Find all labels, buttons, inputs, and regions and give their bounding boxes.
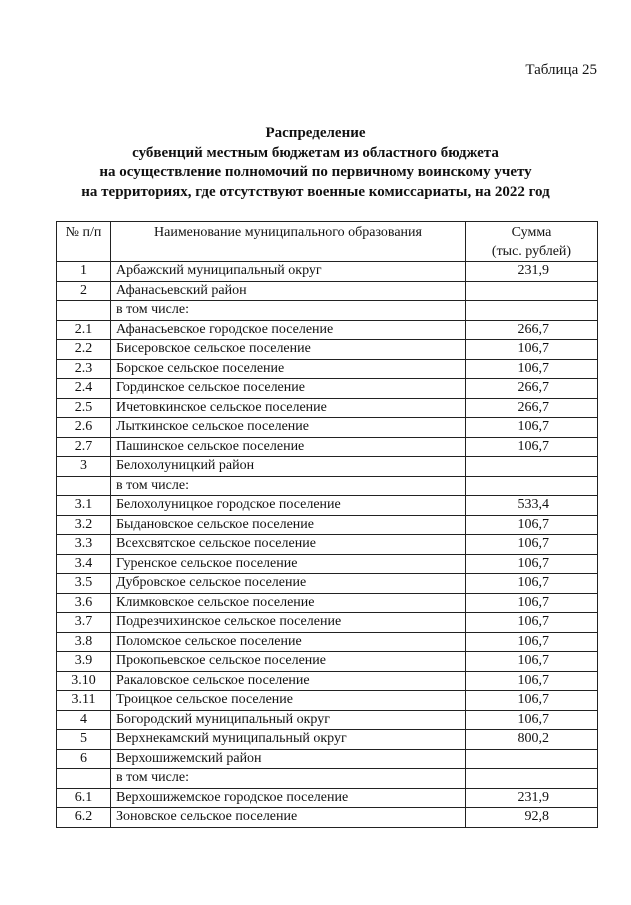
table-row — [57, 398, 598, 418]
header-sum-unit: (тыс. рублей) — [491, 244, 572, 259]
table-row — [57, 788, 598, 808]
row-amount: 106,7 — [466, 671, 598, 691]
row-number — [57, 476, 111, 496]
row-municipality: Всехсвятское сельское поселение — [111, 535, 466, 555]
table-row — [57, 554, 598, 574]
row-amount: 231,9 — [466, 262, 598, 282]
row-municipality: Бисеровское сельское поселение — [111, 340, 466, 360]
row-amount — [466, 457, 598, 477]
row-number: 3.10 — [57, 671, 111, 691]
row-municipality: Ичетовкинское сельское поселение — [111, 398, 466, 418]
row-amount — [466, 281, 598, 301]
row-amount: 106,7 — [466, 340, 598, 360]
row-number: 3.2 — [57, 515, 111, 535]
table-row — [57, 574, 598, 594]
document-title — [0, 124, 631, 202]
row-number: 3.3 — [57, 535, 111, 555]
row-municipality: Поломское сельское поселение — [111, 632, 466, 652]
table-row — [57, 496, 598, 516]
row-amount: 106,7 — [466, 652, 598, 672]
table-row — [57, 652, 598, 672]
table-row — [57, 301, 598, 321]
row-number: 2.5 — [57, 398, 111, 418]
row-amount: 106,7 — [466, 593, 598, 613]
row-number: 1 — [57, 262, 111, 282]
row-amount: 106,7 — [466, 574, 598, 594]
table-body — [57, 262, 598, 828]
row-municipality: Белохолуницкий район — [111, 457, 466, 477]
row-number: 2.6 — [57, 418, 111, 438]
header-sum-title: Сумма — [511, 225, 552, 240]
table-row — [57, 671, 598, 691]
row-municipality: Зоновское сельское поселение — [111, 808, 466, 828]
row-amount: 106,7 — [466, 632, 598, 652]
table-row — [57, 808, 598, 828]
row-number: 2 — [57, 281, 111, 301]
row-municipality: Лыткинское сельское поселение — [111, 418, 466, 438]
row-municipality: Климковское сельское поселение — [111, 593, 466, 613]
table-row — [57, 457, 598, 477]
row-municipality: Гуренское сельское поселение — [111, 554, 466, 574]
row-number: 3.4 — [57, 554, 111, 574]
table-row — [57, 437, 598, 457]
table-number-label: Таблица 25 — [525, 62, 597, 78]
table-row — [57, 262, 598, 282]
row-municipality: Ракаловское сельское поселение — [111, 671, 466, 691]
row-number — [57, 769, 111, 789]
row-amount: 106,7 — [466, 437, 598, 457]
row-municipality: Афанасьевское городское поселение — [111, 320, 466, 340]
row-municipality: Белохолуницкое городское поселение — [111, 496, 466, 516]
row-municipality: Гординское сельское поселение — [111, 379, 466, 399]
row-amount — [466, 769, 598, 789]
row-number: 2.2 — [57, 340, 111, 360]
row-amount: 106,7 — [466, 515, 598, 535]
title-line: на территориях, где отсутствуют военные комиссариаты, на 2022 год — [81, 183, 550, 200]
row-amount: 106,7 — [466, 710, 598, 730]
row-number — [57, 301, 111, 321]
row-amount: 266,7 — [466, 398, 598, 418]
table-row — [57, 710, 598, 730]
row-municipality: Троицкое сельское поселение — [111, 691, 466, 711]
row-amount: 800,2 — [466, 730, 598, 750]
title-line: Распределение — [265, 125, 366, 141]
row-amount — [466, 749, 598, 769]
header-sum — [466, 222, 598, 262]
table-row — [57, 535, 598, 555]
table-header-row — [57, 222, 598, 262]
row-municipality: в том числе: — [111, 769, 466, 789]
row-municipality: Быдановское сельское поселение — [111, 515, 466, 535]
row-municipality: Богородский муниципальный округ — [111, 710, 466, 730]
row-number: 5 — [57, 730, 111, 750]
table-row — [57, 730, 598, 750]
row-amount: 106,7 — [466, 691, 598, 711]
row-number: 3.1 — [57, 496, 111, 516]
table-row — [57, 340, 598, 360]
table-row — [57, 379, 598, 399]
row-municipality: Борское сельское поселение — [111, 359, 466, 379]
row-number: 2.4 — [57, 379, 111, 399]
row-municipality: Пашинское сельское поселение — [111, 437, 466, 457]
row-amount: 106,7 — [466, 418, 598, 438]
row-number: 6.1 — [57, 788, 111, 808]
row-amount: 231,9 — [466, 788, 598, 808]
table-row — [57, 691, 598, 711]
row-number: 3.6 — [57, 593, 111, 613]
table-row — [57, 749, 598, 769]
row-municipality: Верхошижемский район — [111, 749, 466, 769]
row-amount: 106,7 — [466, 535, 598, 555]
row-number: 3.8 — [57, 632, 111, 652]
row-municipality: в том числе: — [111, 301, 466, 321]
row-municipality: в том числе: — [111, 476, 466, 496]
table-row — [57, 769, 598, 789]
row-amount: 106,7 — [466, 554, 598, 574]
row-amount: 266,7 — [466, 379, 598, 399]
row-municipality: Подрезчихинское сельское поселение — [111, 613, 466, 633]
row-number: 2.7 — [57, 437, 111, 457]
title-line: субвенций местным бюджетам из областного бюджета — [132, 144, 499, 161]
row-municipality: Афанасьевский район — [111, 281, 466, 301]
row-amount — [466, 476, 598, 496]
table-row — [57, 515, 598, 535]
table-row — [57, 320, 598, 340]
title-line: на осуществление полномочий по первичному воинскому учету — [99, 164, 532, 180]
subvention-table — [56, 221, 598, 828]
row-municipality: Дубровское сельское поселение — [111, 574, 466, 594]
row-municipality: Арбажский муниципальный округ — [111, 262, 466, 282]
row-number: 6.2 — [57, 808, 111, 828]
row-amount: 106,7 — [466, 613, 598, 633]
row-number: 6 — [57, 749, 111, 769]
table-row — [57, 632, 598, 652]
row-amount — [466, 301, 598, 321]
row-amount: 533,4 — [466, 496, 598, 516]
row-municipality: Верхнекамский муниципальный округ — [111, 730, 466, 750]
table-row — [57, 613, 598, 633]
row-number: 3.7 — [57, 613, 111, 633]
row-municipality: Прокопьевское сельское поселение — [111, 652, 466, 672]
row-number: 3.11 — [57, 691, 111, 711]
header-number: № п/п — [57, 222, 111, 262]
header-name: Наименование муниципального образования — [111, 222, 466, 262]
table-row — [57, 359, 598, 379]
row-amount: 106,7 — [466, 359, 598, 379]
row-amount: 92,8 — [466, 808, 598, 828]
row-number: 2.3 — [57, 359, 111, 379]
row-number: 2.1 — [57, 320, 111, 340]
table-row — [57, 476, 598, 496]
row-number: 3.5 — [57, 574, 111, 594]
row-amount: 266,7 — [466, 320, 598, 340]
row-number: 3.9 — [57, 652, 111, 672]
table-row — [57, 281, 598, 301]
row-municipality: Верхошижемское городское поселение — [111, 788, 466, 808]
table-row — [57, 418, 598, 438]
table-row — [57, 593, 598, 613]
row-number: 3 — [57, 457, 111, 477]
row-number: 4 — [57, 710, 111, 730]
